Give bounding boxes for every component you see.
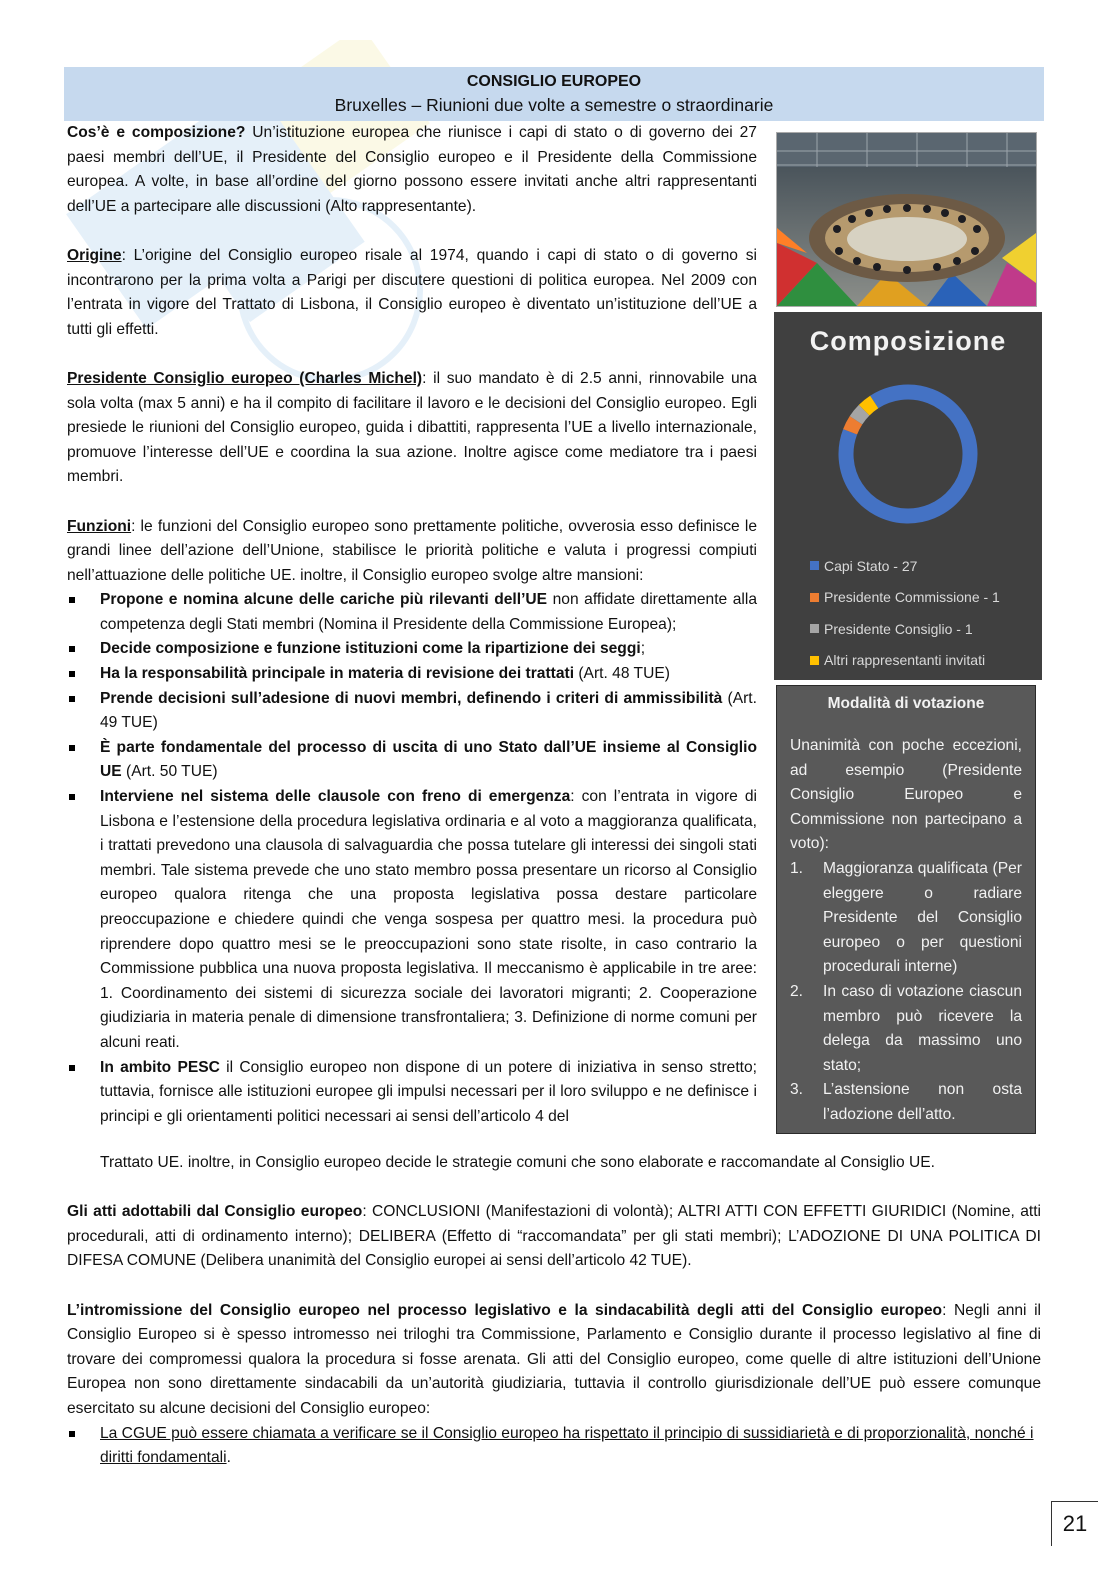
legend-swatch [810,593,819,602]
funzioni-list [67,588,757,1129]
donut-chart [774,312,1042,542]
section-label: L’intromissione del Consiglio europeo nel processo legislativo e la sindacabilità degli atti del Consiglio europeo [67,1301,943,1319]
section-atti: Gli atti adottabili dal Consiglio europeo: CONCLUSIONI (Manifestazioni di volontà); ALTRI ATTI CON EFFETTI GIURIDICI (Nomine, atti procedurali, atti di ordinamento interno); DELIBERA (Effetto di “raccomandata” per gli stati membri); L’ADOZIONE DI UNA POLITICA DI DIFESA COMUNE (Delibera unanimità del Consiglio europei ai sensi dell’articolo 42 TUE). [67,1203,1041,1270]
chart-title: Composizione [809,326,1007,356]
section-label: Funzioni [67,517,132,535]
list-item: Interviene nel sistema delle clausole con freno di emergenza: con l’entrata in vigore di Lisbona e l’estensione della procedura legislativa ordinaria e al voto a maggioranza qualificata, i trattati prevedono una clausola di salvaguardia che possa tutelare gli interessi dei singoli stati membri. Tale sistema prevede che uno stato membro possa presentare un ricorso al Consiglio europeo qualora ritenga che una proposta legislativa possa destare particolare preoccupazione e chiedere quindi che venga sospesa per quattro mesi. la procedura può riprendere dopo quattro mesi se le preoccupazioni sono state risolte, in caso contrario la Commissione pubblica una nuova proposta legislativa. Il meccanismo è applicabile in tre aree: 1. Coordinamento dei sistemi di sicurezza sociale dei lavoratori migranti; 2. Cooperazione giudiziaria in materia penale di dimensione transfrontaliera; 3. Definizione di norme comuni per alcuni reati. [100,785,757,1056]
legend-label: Altri rappresentanti invitati [824,652,986,669]
legend-swatch [810,656,819,665]
donut-slice-3 [863,402,875,410]
voting-intro: Unanimità con poche eccezioni, ad esempio (Presidente Consiglio Europeo e Commissione non partecipano a voto): [790,737,1022,853]
donut-slice-0 [822,368,994,540]
section-funzioni: Funzioni: le funzioni del Consiglio europeo sono prettamente politiche, ovverosia esso definisce le grandi linee dell’azione dell’Unione, stabilisce le priorità politiche e valuta i progressi compiuti nell’attuazione delle politiche UE. inoltre, il Consiglio europeo svolge altre mansioni: [67,517,757,584]
page-subtitle: Bruxelles – Riunioni due volte a semestre o straordinarie [334,95,774,115]
intromissione-list [67,1422,1041,1471]
section-label: Gli atti adottabili dal Consiglio europeo [67,1203,363,1221]
section-presidente: Presidente Consiglio europeo (Charles Michel): il suo mandato è di 2.5 anni, rinnovabile una sola volta (max 5 anni) e ha il compito di facilitare il lavoro e le decisioni del Consiglio europeo. Egli presiede le riunioni del Consiglio europeo, guida i dibattiti, rappresenta l’UE a livello internazionale, promuove l’interesse dell’UE e coordina la sua azione. Inoltre agisce come mediatore tra i paesi membri. [67,369,757,486]
legend-item [810,645,1000,677]
list-item: 3. L’astensione non osta l’adozione dell’atto. [790,1081,1022,1123]
list-item: Decide composizione e funzione istituzioni come la ripartizione dei seggi; [100,637,757,662]
list-item: La CGUE può essere chiamata a verificare se il Consiglio europeo ha rispettato il principio di sussidiarietà e di proporzionalità, nonché i diritti fondamentali. [100,1422,1041,1471]
legend-label: Presidente Consiglio - 1 [824,620,973,637]
list-item: 1. Maggioranza qualificata (Per eleggere o radiare Presidente del Consiglio europeo o per questioni procedurali interne) [790,859,1022,976]
main-column [67,121,757,1129]
pesc-continuation: Trattato UE. inoltre, in Consiglio europeo decide le strategie comuni che sono elaborate e raccomandate al Consiglio UE. Gli atti adottabili dal Consiglio europeo: CONCLUSIONI (Manifestazioni di volontà); ALTRI ATTI CON EFFETTI GIURIDICI (Nomine, atti procedurali, atti di ordinamento interno); DELIBERA (Effetto di “raccomandata” per gli stati membri); L’ADOZIONE DI UNA POLITICA DI DIFESA COMUNE (Delibera unanimità del Consiglio europei ai sensi dell’articolo 42 TUE). L’intromissione del Consiglio europeo nel processo legislativo e la sindacabilità degli atti del Consiglio europeo: Negli anni il Consiglio Europeo si è spesso intromesso nei triloghi tra Commissione, Parlamento e Consiglio durante il processo legislativo al fine di trovare dei compromessi qualora la procedura si fosse arenata. Gli atti del Consiglio europeo, come quelle di altre istituzioni dell’Unione Europea non sono direttamente sindacabili da un’autorità giudiziaria, tuttavia il controllo giurisdizionale dell’UE può essere comunque esercitato su alcune decisioni del Consiglio europeo: La CGUE può essere chiamata a verificare se il Consiglio europeo ha rispettato il principio di sussidiarietà e di proporzionalità, nonché i diritti fondamentali. [67,1151,1041,1471]
list-item: Ha la responsabilità principale in materia di revisione dei trattati (Art. 48 TUE) [100,662,757,687]
page-title: CONSIGLIO EUROPEO [466,73,642,90]
list-item: È parte fondamentale del processo di uscita di uno Stato dall’UE insieme al Consiglio UE (Art. 50 TUE) [100,736,757,785]
section-label: Origine [67,246,122,264]
voting-list [790,857,1022,1128]
legend-swatch [810,561,819,570]
section-label: Cos’è e composizione? [67,124,246,141]
donut-slice-2 [854,410,867,420]
page-number: 21 [1051,1501,1098,1546]
chart-legend [810,550,1000,676]
legend-label: Presidente Commissione - 1 [824,589,1000,606]
composition-chart [774,312,1042,680]
legend-item [810,613,1000,645]
section-label: Presidente Consiglio europeo (Charles Michel) [67,369,423,387]
council-meeting-photo [776,132,1037,307]
voting-box [776,685,1036,1134]
legend-item [810,582,1000,614]
legend-label: Capi Stato - 27 [824,557,918,574]
section-origine: Origine: L’origine del Consiglio europeo risale al 1974, quando i capi di stato o di governo si incontrarono per la prima volta a Parigi per discutere questioni di politica europea. Nel 2009 con l’entrata in vigore del Trattato di Lisbona, il Consiglio europeo è diventato un’istituzione dell’UE a tutti gli effetti. [67,246,757,338]
voting-body [790,734,1022,1128]
list-item: In ambito PESC il Consiglio europeo non dispone di un potere di iniziativa in senso stretto; tuttavia, fornisce alle istituzioni europee gli impulsi necessari per il loro sviluppo e ne definisce i principi e gli orientamenti politici necessari ai sensi dell’articolo 4 del [100,1056,757,1130]
section-cose: Cos’è e composizione? Un’istituzione europea che riunisce i capi di stato o di governo dei 27 paesi membri dell’UE, il Presidente del Consiglio europeo e il Presidente della Commissione europea. A volte, in base all’ordine del giorno possono essere invitati anche altri rappresentanti dell’UE a partecipare alle discussioni (Alto rappresentante). [67,124,757,215]
voting-title: Modalità di votazione [827,695,985,712]
legend-swatch [810,624,819,633]
list-item: 2. In caso di votazione ciascun membro può ricevere la delega da massimo uno stato; [790,982,1022,1074]
list-item: Prende decisioni sull’adesione di nuovi membri, definendo i criteri di ammissibilità (Art. 49 TUE) [100,687,757,736]
section-intromissione: L’intromissione del Consiglio europeo nel processo legislativo e la sindacabilità degli atti del Consiglio europeo: Negli anni il Consiglio Europeo si è spesso intromesso nei triloghi tra Commissione, Parlamento e Consiglio durante il processo legislativo al fine di trovare dei compromessi qualora la procedura si fosse arenata. Gli atti del Consiglio europeo, come quelle di altre istituzioni dell’Unione Europea non sono direttamente sindacabili da un’autorità giudiziaria, tuttavia il controllo giurisdizionale dell’UE può essere comunque esercitato su alcune decisioni del Consiglio europeo: [67,1301,1041,1417]
legend-item [810,550,1000,582]
donut-slice-1 [847,420,860,432]
list-item: Propone e nomina alcune delle cariche più rilevanti dell’UE non affidate direttamente alla competenza degli Stati membri (Nomina il Presidente della Commissione Europea); [100,588,757,637]
page-header [64,67,1044,121]
